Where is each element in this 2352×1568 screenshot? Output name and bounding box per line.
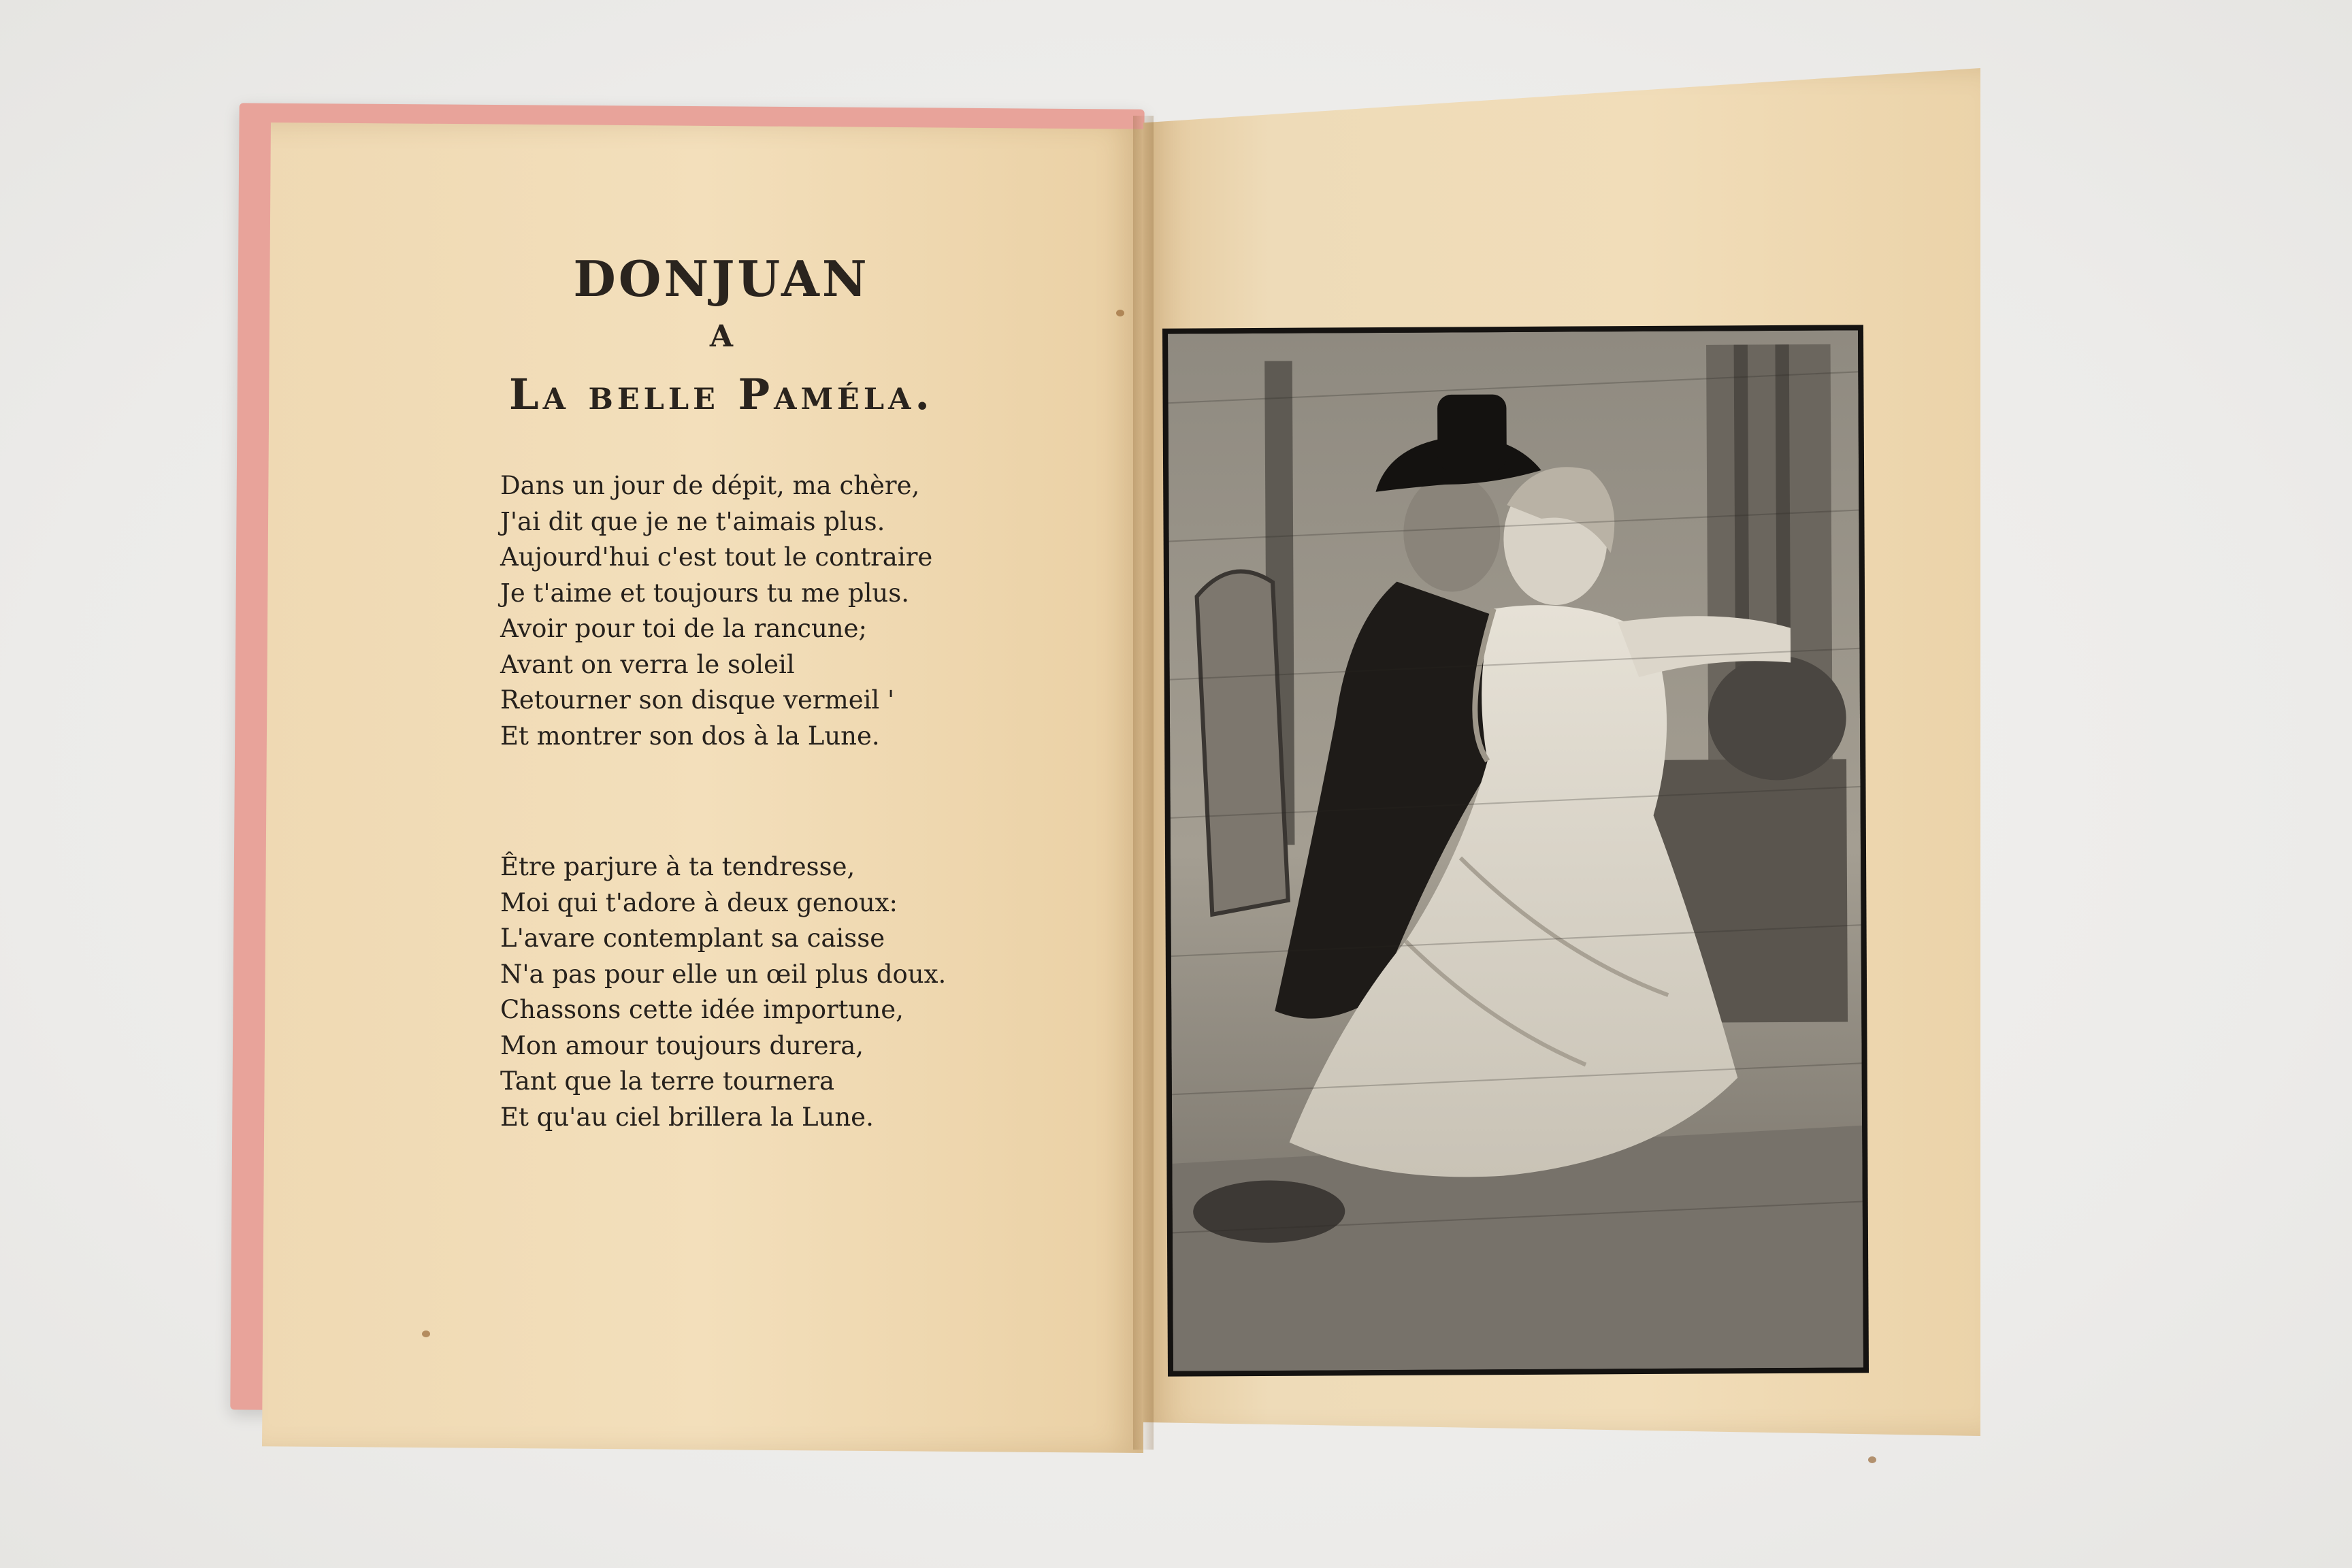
verse-line: Aujourd'hui c'est tout le contraire (500, 542, 933, 572)
stanza-1 (500, 468, 1045, 754)
verse-line: Chassons cette idée importune, (500, 995, 904, 1024)
verse-line: Je t'aime et toujours tu me plus. (500, 578, 909, 608)
verse-line: Et qu'au ciel brillera la Lune. (500, 1102, 874, 1132)
engraving-illustration (1162, 325, 1869, 1376)
verse-line: N'a pas pour elle un œil plus doux. (500, 959, 947, 989)
couple-engraving-image (1168, 330, 1863, 1371)
stanza-2 (500, 849, 1045, 1135)
title-line-a: A (709, 319, 734, 354)
verse-line: Dans un jour de dépit, ma chère, (500, 471, 920, 500)
verse-line: Retourner son disque vermeil ' (500, 685, 895, 715)
verse-line: Et montrer son dos à la Lune. (500, 721, 880, 751)
verse-line: Être parjure à ta tendresse, (500, 852, 855, 881)
verse-line: J'ai dit que je ne t'aimais plus. (500, 506, 885, 536)
verse-line: Avant on verra le soleil (500, 649, 795, 679)
verse-line: Avoir pour toi de la rancune; (500, 614, 867, 643)
paper-speck (1868, 1456, 1876, 1463)
paper-speck (422, 1330, 430, 1337)
paper-speck (1116, 310, 1124, 316)
verse-line: Moi qui t'adore à deux genoux: (500, 887, 898, 917)
book-gutter (1133, 116, 1154, 1450)
verse-line: Tant que la terre tournera (500, 1066, 835, 1096)
verse-line: L'avare contemplant sa caisse (500, 924, 885, 953)
title-line-donjuan: DONJUAN (573, 250, 870, 308)
title-line-pamela: La belle Paméla. (508, 370, 934, 419)
verse-line: Mon amour toujours durera, (500, 1030, 864, 1060)
poem-title (381, 245, 1062, 429)
